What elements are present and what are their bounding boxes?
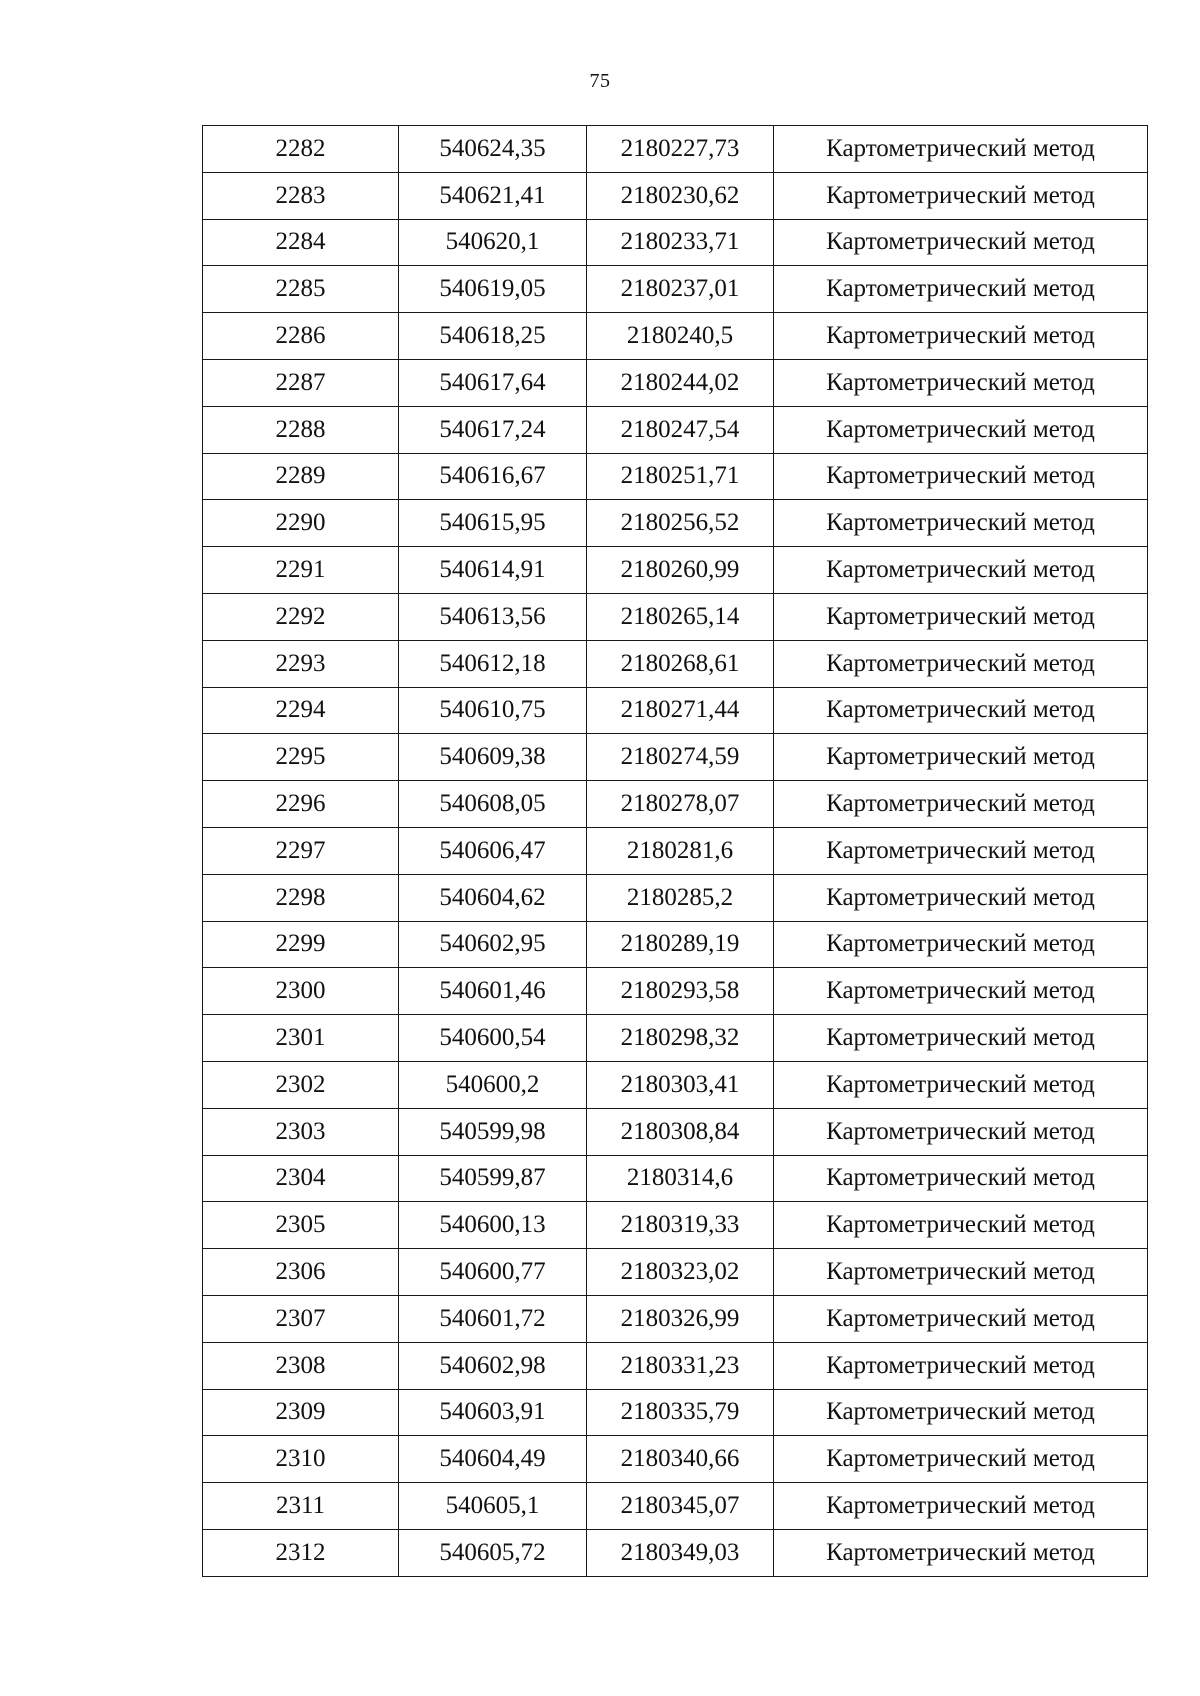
table-row xyxy=(203,547,1148,594)
coordinate-y-cell: 2180244,02 xyxy=(587,359,774,406)
method-cell: Картометрический метод xyxy=(774,827,1148,874)
table-row xyxy=(203,266,1148,313)
point-number-cell: 2287 xyxy=(203,359,399,406)
method-cell: Картометрический метод xyxy=(774,734,1148,781)
coordinate-x-cell: 540605,72 xyxy=(399,1529,587,1576)
table-row xyxy=(203,219,1148,266)
table-row xyxy=(203,1155,1148,1202)
coordinate-y-cell: 2180268,61 xyxy=(587,640,774,687)
coordinate-y-cell: 2180281,6 xyxy=(587,827,774,874)
point-number-cell: 2310 xyxy=(203,1436,399,1483)
method-cell: Картометрический метод xyxy=(774,1061,1148,1108)
point-number-cell: 2284 xyxy=(203,219,399,266)
coordinate-x-cell: 540614,91 xyxy=(399,547,587,594)
coordinate-x-cell: 540605,1 xyxy=(399,1483,587,1530)
point-number-cell: 2288 xyxy=(203,406,399,453)
coordinate-y-cell: 2180331,23 xyxy=(587,1342,774,1389)
method-cell: Картометрический метод xyxy=(774,500,1148,547)
table-row xyxy=(203,874,1148,921)
table-row xyxy=(203,406,1148,453)
point-number-cell: 2300 xyxy=(203,968,399,1015)
method-cell: Картометрический метод xyxy=(774,687,1148,734)
method-cell: Картометрический метод xyxy=(774,313,1148,360)
coordinate-x-cell: 540620,1 xyxy=(399,219,587,266)
coordinate-x-cell: 540619,05 xyxy=(399,266,587,313)
method-cell: Картометрический метод xyxy=(774,172,1148,219)
coordinate-y-cell: 2180233,71 xyxy=(587,219,774,266)
coordinate-x-cell: 540615,95 xyxy=(399,500,587,547)
point-number-cell: 2285 xyxy=(203,266,399,313)
point-number-cell: 2296 xyxy=(203,781,399,828)
coordinate-y-cell: 2180271,44 xyxy=(587,687,774,734)
coordinate-y-cell: 2180265,14 xyxy=(587,593,774,640)
coordinate-y-cell: 2180308,84 xyxy=(587,1108,774,1155)
method-cell: Картометрический метод xyxy=(774,359,1148,406)
table-row xyxy=(203,313,1148,360)
coordinate-y-cell: 2180227,73 xyxy=(587,126,774,173)
point-number-cell: 2307 xyxy=(203,1295,399,1342)
coordinate-x-cell: 540600,13 xyxy=(399,1202,587,1249)
coordinate-x-cell: 540602,95 xyxy=(399,921,587,968)
table-row xyxy=(203,1342,1148,1389)
table-row xyxy=(203,172,1148,219)
point-number-cell: 2282 xyxy=(203,126,399,173)
method-cell: Картометрический метод xyxy=(774,219,1148,266)
table-row xyxy=(203,968,1148,1015)
coordinate-x-cell: 540601,46 xyxy=(399,968,587,1015)
coordinate-y-cell: 2180345,07 xyxy=(587,1483,774,1530)
coordinate-y-cell: 2180260,99 xyxy=(587,547,774,594)
method-cell: Картометрический метод xyxy=(774,1155,1148,1202)
table-row xyxy=(203,1529,1148,1576)
coordinate-x-cell: 540616,67 xyxy=(399,453,587,500)
method-cell: Картометрический метод xyxy=(774,547,1148,594)
table-row xyxy=(203,500,1148,547)
point-number-cell: 2297 xyxy=(203,827,399,874)
method-cell: Картометрический метод xyxy=(774,266,1148,313)
table-row xyxy=(203,1108,1148,1155)
coordinate-x-cell: 540612,18 xyxy=(399,640,587,687)
table-row xyxy=(203,1483,1148,1530)
coordinate-x-cell: 540606,47 xyxy=(399,827,587,874)
point-number-cell: 2294 xyxy=(203,687,399,734)
table-row xyxy=(203,1249,1148,1296)
point-number-cell: 2293 xyxy=(203,640,399,687)
coordinate-y-cell: 2180323,02 xyxy=(587,1249,774,1296)
coordinate-x-cell: 540604,49 xyxy=(399,1436,587,1483)
method-cell: Картометрический метод xyxy=(774,593,1148,640)
coordinate-x-cell: 540600,77 xyxy=(399,1249,587,1296)
coordinate-y-cell: 2180237,01 xyxy=(587,266,774,313)
coordinate-x-cell: 540609,38 xyxy=(399,734,587,781)
point-number-cell: 2304 xyxy=(203,1155,399,1202)
point-number-cell: 2283 xyxy=(203,172,399,219)
method-cell: Картометрический метод xyxy=(774,453,1148,500)
method-cell: Картометрический метод xyxy=(774,1202,1148,1249)
coordinate-y-cell: 2180274,59 xyxy=(587,734,774,781)
point-number-cell: 2301 xyxy=(203,1015,399,1062)
coordinate-x-cell: 540617,64 xyxy=(399,359,587,406)
coordinate-y-cell: 2180319,33 xyxy=(587,1202,774,1249)
coordinates-table xyxy=(202,125,1148,1577)
point-number-cell: 2302 xyxy=(203,1061,399,1108)
coordinate-y-cell: 2180247,54 xyxy=(587,406,774,453)
coordinate-y-cell: 2180314,6 xyxy=(587,1155,774,1202)
table-row xyxy=(203,1061,1148,1108)
coordinate-y-cell: 2180278,07 xyxy=(587,781,774,828)
table-row xyxy=(203,1295,1148,1342)
table-row xyxy=(203,921,1148,968)
coordinate-x-cell: 540602,98 xyxy=(399,1342,587,1389)
coordinate-y-cell: 2180285,2 xyxy=(587,874,774,921)
method-cell: Картометрический метод xyxy=(774,921,1148,968)
coordinate-x-cell: 540599,87 xyxy=(399,1155,587,1202)
table-row xyxy=(203,1015,1148,1062)
method-cell: Картометрический метод xyxy=(774,968,1148,1015)
coordinate-y-cell: 2180298,32 xyxy=(587,1015,774,1062)
table-row xyxy=(203,593,1148,640)
coordinate-x-cell: 540621,41 xyxy=(399,172,587,219)
coordinate-x-cell: 540618,25 xyxy=(399,313,587,360)
coordinate-y-cell: 2180349,03 xyxy=(587,1529,774,1576)
point-number-cell: 2291 xyxy=(203,547,399,594)
method-cell: Картометрический метод xyxy=(774,1295,1148,1342)
point-number-cell: 2289 xyxy=(203,453,399,500)
table-row xyxy=(203,687,1148,734)
method-cell: Картометрический метод xyxy=(774,1389,1148,1436)
table-row xyxy=(203,640,1148,687)
method-cell: Картометрический метод xyxy=(774,1483,1148,1530)
coordinate-y-cell: 2180335,79 xyxy=(587,1389,774,1436)
point-number-cell: 2290 xyxy=(203,500,399,547)
method-cell: Картометрический метод xyxy=(774,781,1148,828)
coordinate-x-cell: 540624,35 xyxy=(399,126,587,173)
method-cell: Картометрический метод xyxy=(774,1342,1148,1389)
method-cell: Картометрический метод xyxy=(774,1108,1148,1155)
table-row xyxy=(203,781,1148,828)
coordinate-y-cell: 2180293,58 xyxy=(587,968,774,1015)
method-cell: Картометрический метод xyxy=(774,874,1148,921)
coordinate-x-cell: 540608,05 xyxy=(399,781,587,828)
method-cell: Картометрический метод xyxy=(774,640,1148,687)
point-number-cell: 2311 xyxy=(203,1483,399,1530)
point-number-cell: 2305 xyxy=(203,1202,399,1249)
coordinate-x-cell: 540603,91 xyxy=(399,1389,587,1436)
point-number-cell: 2303 xyxy=(203,1108,399,1155)
table-row xyxy=(203,126,1148,173)
page-number: 75 xyxy=(589,70,611,92)
coordinate-x-cell: 540610,75 xyxy=(399,687,587,734)
table-row xyxy=(203,827,1148,874)
point-number-cell: 2286 xyxy=(203,313,399,360)
coordinate-y-cell: 2180251,71 xyxy=(587,453,774,500)
coordinates-table-body xyxy=(203,126,1148,1577)
point-number-cell: 2295 xyxy=(203,734,399,781)
point-number-cell: 2312 xyxy=(203,1529,399,1576)
method-cell: Картометрический метод xyxy=(774,1015,1148,1062)
method-cell: Картометрический метод xyxy=(774,1529,1148,1576)
coordinate-x-cell: 540604,62 xyxy=(399,874,587,921)
method-cell: Картометрический метод xyxy=(774,406,1148,453)
coordinate-y-cell: 2180303,41 xyxy=(587,1061,774,1108)
coordinate-x-cell: 540600,54 xyxy=(399,1015,587,1062)
method-cell: Картометрический метод xyxy=(774,126,1148,173)
point-number-cell: 2309 xyxy=(203,1389,399,1436)
table-row xyxy=(203,359,1148,406)
point-number-cell: 2299 xyxy=(203,921,399,968)
coordinate-x-cell: 540613,56 xyxy=(399,593,587,640)
table-row xyxy=(203,734,1148,781)
method-cell: Картометрический метод xyxy=(774,1249,1148,1296)
method-cell: Картометрический метод xyxy=(774,1436,1148,1483)
coordinate-y-cell: 2180230,62 xyxy=(587,172,774,219)
coordinate-x-cell: 540599,98 xyxy=(399,1108,587,1155)
table-row xyxy=(203,453,1148,500)
coordinate-y-cell: 2180256,52 xyxy=(587,500,774,547)
coordinate-y-cell: 2180289,19 xyxy=(587,921,774,968)
coordinate-x-cell: 540600,2 xyxy=(399,1061,587,1108)
table-row xyxy=(203,1202,1148,1249)
point-number-cell: 2292 xyxy=(203,593,399,640)
coordinate-y-cell: 2180340,66 xyxy=(587,1436,774,1483)
coordinate-x-cell: 540601,72 xyxy=(399,1295,587,1342)
point-number-cell: 2308 xyxy=(203,1342,399,1389)
table-row xyxy=(203,1389,1148,1436)
coordinate-y-cell: 2180240,5 xyxy=(587,313,774,360)
point-number-cell: 2306 xyxy=(203,1249,399,1296)
coordinate-y-cell: 2180326,99 xyxy=(587,1295,774,1342)
coordinate-x-cell: 540617,24 xyxy=(399,406,587,453)
point-number-cell: 2298 xyxy=(203,874,399,921)
table-row xyxy=(203,1436,1148,1483)
